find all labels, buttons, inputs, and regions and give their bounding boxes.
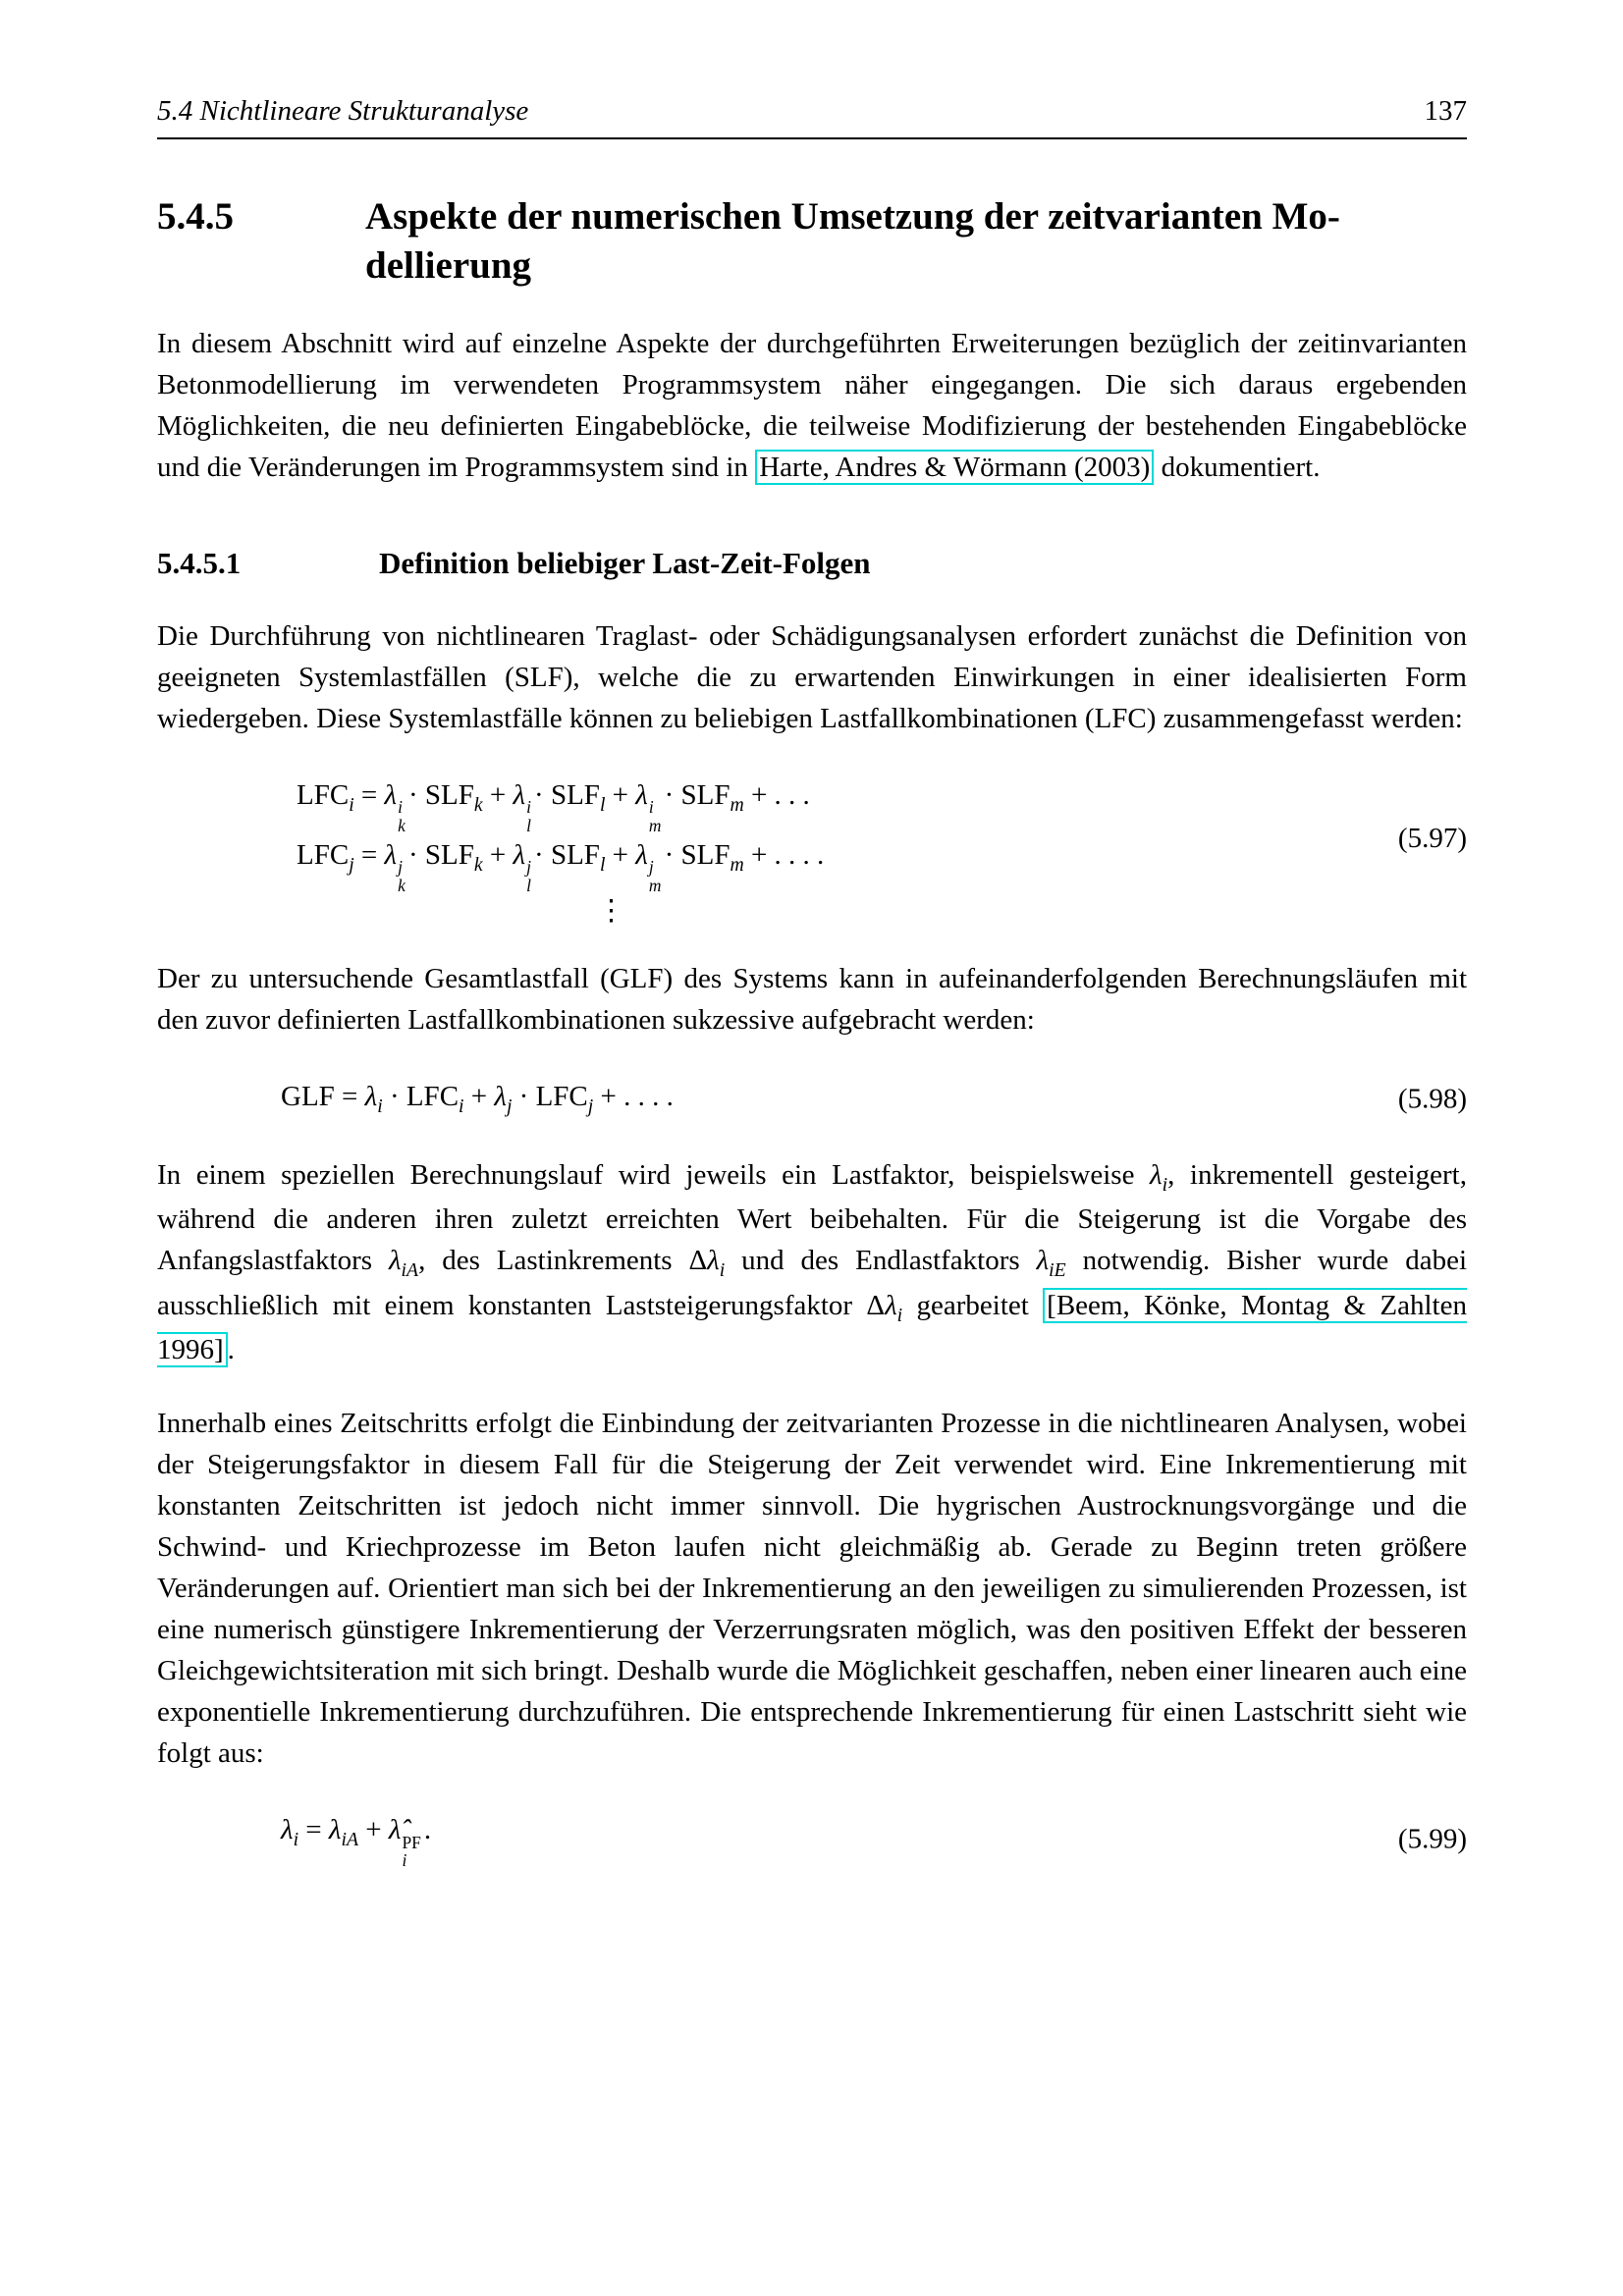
citation-beem-1996[interactable]: [Beem, Könke, Montag & Zahlten 1996]	[157, 1289, 1467, 1365]
equation-5-97-line-1: $LFC_i = \lambda$ i k · $SLF_k + \lambda$ i l · $SLF_l + \lambda$ i m · $SLF_m$ + . . .	[297, 778, 810, 835]
equation-5-97-number: (5.97)	[1397, 822, 1467, 854]
page-number: 137	[1424, 95, 1467, 127]
equation-5-97-lines	[157, 774, 1467, 927]
equation-5-99-lines	[157, 1809, 1467, 1869]
equation-5-97-line-2: $LFC_j = \lambda$ j k · $SLF_k + \lambda$ j l · $SLF_l + \lambda$ j m · $SLF_m$ + . . . .	[297, 838, 825, 895]
equation-5-99-number: (5.99)	[1397, 1823, 1467, 1855]
section-number: 5.4.5	[157, 194, 234, 238]
subsection-title: Definition beliebiger Last-Zeit-Folgen	[379, 545, 871, 580]
paragraph-gesamtlastfall: Der zu untersuchende Gesamtlastfall (GLF) des Systems kann in aufeinanderfolgenden Berechnungsläufen mit den zuvor definierten Lastfallkombinationen sukzessive aufgebracht werden:	[157, 963, 1467, 1037]
equation-5-98-lines	[157, 1076, 1467, 1121]
running-head	[157, 94, 1467, 129]
citation-harte-2003[interactable]: Harte, Andres & Wörmann (2003)	[755, 450, 1154, 485]
paragraph-zeitschritt: Innerhalb eines Zeitschritts erfolgt die Einbindung der zeitvarianten Prozesse in die nichtlinearen Analysen, wobei der Steigerungsfaktor in diesem Fall für die Steigerung der Zeit verwendet wird. Eine Inkrementierung mit konstanten Zeitschritten ist jedoch nicht immer sinnvoll. Die hygrischen Austrocknungsvorgänge und die Schwind- und Kriechprozesse im Beton laufen nicht gleichmäßig ab. Gerade zu Beginn treten größere Veränderungen auf. Orientiert man sich bei der Inkrementierung an den jeweiligen zu simulierenden Prozessen, ist eine numerisch günstigere Inkrementierung der Verzerrungsraten möglich, was den positiven Effekt der besseren Gleichgewichtsiteration mit sich bringt. Deshalb wurde die Möglichkeit geschaffen, neben einer linearen auch eine exponentielle Inkrementierung durchzuführen. Die entsprechende Inkrementierung für einen Lastschritt sieht wie folgt aus:	[157, 1408, 1467, 1770]
subsection-heading	[157, 545, 1467, 583]
paragraph-systemlastfaelle: Die Durchführung von nichtlinearen Traglast- oder Schädigungsanalysen erfordert zunächst die Definition von geeigneten Systemlastfällen (SLF), welche die zu erwartenden Einwirkungen in einer idealisierten Form wiedergeben. Diese Systemlastfälle können zu beliebigen Lastfallkombinationen (LFC) zusammengefasst werden:	[157, 619, 1467, 734]
equation-5-98-number: (5.98)	[1397, 1082, 1467, 1114]
equation-5-98-line: GLF = $\lambda_i \cdot LFC_i + \lambda_j \cdot LFC_j$ + . . . .	[281, 1081, 674, 1118]
equation-5-97-vdots: ⋮	[597, 894, 625, 927]
header-rule	[157, 137, 1467, 139]
section-title	[365, 192, 1340, 291]
section-heading	[157, 192, 1467, 291]
paragraph-lastfaktor: In einem speziellen Berechnungslauf wird jeweils ein Lastfaktor, beispielsweise $\lambda_i$, inkrementell gesteigert, während die anderen ihren zuletzt erreichten Wert beibehalten. Für die Steigerung ist die Vorgabe des Anfangslastfaktors $\lambda_{iA}$, des Lastinkrements $\Delta\lambda_i$ und des Endlastfaktors $\lambda_{iE}$ notwendig. Bisher wurde dabei ausschließlich mit einem konstanten Laststeigerungsfaktor $\Delta\lambda_i$ gearbeitet [Beem, Könke, Montag & Zahlten 1996] .	[157, 1158, 1468, 1365]
equation-5-99-line: $\lambda_i = \lambda_{iA}$ + λ̂ PF i .	[281, 1814, 432, 1871]
section-title-line1: Aspekte der numerischen Umsetzung der zeitvarianten Mo-	[365, 194, 1340, 238]
section-title-line2: dellierung	[365, 243, 532, 287]
equation-5-99	[157, 1809, 1467, 1869]
subsection-number: 5.4.5.1	[157, 545, 242, 580]
equation-5-97	[157, 774, 1467, 927]
equation-5-98	[157, 1076, 1467, 1121]
paragraph-intro: In diesem Abschnitt wird auf einzelne Aspekte der durchgeführten Erweiterungen bezüglich der zeitinvarianten Betonmodellierung im verwendeten Programmsystem näher eingegangen. Die sich daraus ergebenden Möglichkeiten, die neu definierten Eingabeblöcke, die teilweise Modifizierung der bestehenden Eingabeblöcke und die Veränderungen im Programmsystem sind in Harte, Andres & Wörmann (2003) dokumentiert.	[157, 327, 1467, 483]
running-head-section-title: 5.4 Nichtlineare Strukturanalyse	[157, 95, 529, 127]
